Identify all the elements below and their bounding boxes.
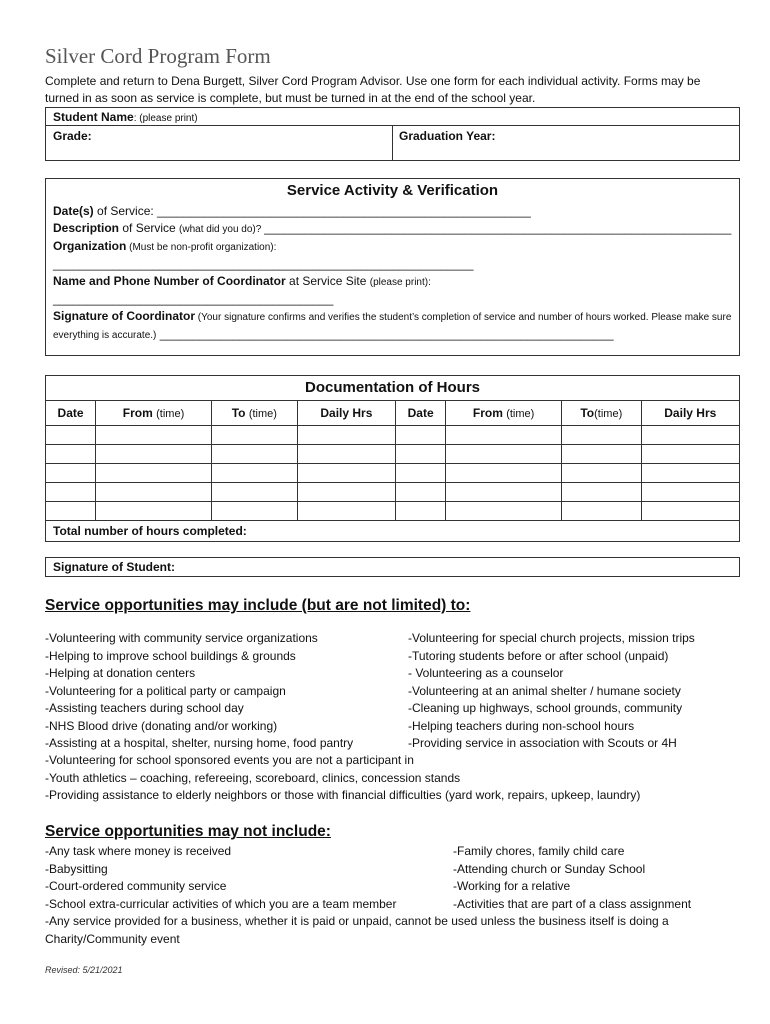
- may-include-heading: Service opportunities may include (but are not limited) to:: [45, 597, 471, 614]
- table-row[interactable]: [46, 483, 740, 502]
- organization-field[interactable]: Organization (Must be non-profit organization):: [53, 239, 277, 253]
- organization-label: Organization: [53, 239, 127, 253]
- list-item: - Volunteering as a counselor: [408, 666, 564, 680]
- may-not-include-left-list: [45, 843, 455, 913]
- service-activity-box: [45, 178, 740, 356]
- may-include-full-list: [45, 752, 745, 805]
- description-field[interactable]: Description of Service (what did you do)? ______________________________________________________________________: [53, 221, 732, 235]
- list-item: -Volunteering for special church projects, mission trips: [408, 631, 695, 645]
- may-not-include-right-list: [453, 843, 743, 913]
- list-item: -Providing service in association with Scouts or 4H: [408, 736, 677, 750]
- list-item: -Volunteering at an animal shelter / humane society: [408, 683, 681, 698]
- hours-table: [45, 400, 740, 542]
- list-item: -Volunteering with community service organizations: [45, 631, 318, 645]
- coordinator-signature-label: Signature of Coordinator: [53, 309, 195, 323]
- revised-date: Revised: 5/21/2021: [45, 965, 123, 975]
- form-instructions: Complete and return to Dena Burgett, Silver Cord Program Advisor. Use one form for each individual activity. Forms may be turned in as soon as service is complete, but must be turned in at the end of the school year.: [45, 74, 701, 105]
- divider: [392, 125, 393, 161]
- list-item: -NHS Blood drive (donating and/or working): [45, 718, 278, 733]
- student-name-field[interactable]: [53, 110, 198, 124]
- col-to: To (time): [211, 401, 297, 426]
- coordinator-field[interactable]: Name and Phone Number of Coordinator at Service Site (please print):: [53, 274, 431, 288]
- hours-title: Documentation of Hours: [305, 379, 480, 396]
- description-label: Description: [53, 221, 120, 235]
- list-item: -Cleaning up highways, school grounds, community: [408, 701, 683, 715]
- table-row[interactable]: [46, 464, 740, 483]
- list-item: -Tutoring students before or after school (unpaid): [408, 648, 669, 663]
- col-date-2: Date: [396, 401, 446, 426]
- col-daily-hrs-2: Daily Hrs: [641, 401, 739, 426]
- grade-field[interactable]: Grade:: [53, 129, 92, 143]
- list-item: -Working for a relative: [453, 879, 571, 893]
- col-from: From (time): [96, 401, 212, 426]
- coordinator-label: Name and Phone Number of Coordinator: [53, 274, 286, 288]
- may-not-include-full-item: -Any service provided for a business, whether it is paid or unpaid, cannot be used unless the business itself is doing a Charity/Community event: [45, 914, 669, 946]
- list-item: -Assisting teachers during school day: [45, 701, 244, 715]
- student-name-hint: : (please print): [133, 113, 198, 124]
- coordinator-signature-field[interactable]: Signature of Coordinator (Your signature confirms and verifies the student’s completion of service and number of hours worked. Please make sure everything is accurate.) ____________________________________________________________________: [53, 309, 732, 341]
- list-item: -Volunteering for a political party or campaign: [45, 683, 286, 698]
- table-row[interactable]: [46, 502, 740, 521]
- list-item: -Volunteering for school sponsored events you are not a participant in: [45, 753, 414, 767]
- list-item: -Providing assistance to elderly neighbors or those with financial difficulties (yard work, repairs, upkeep, laundry): [45, 788, 641, 802]
- total-hours-row[interactable]: [46, 521, 740, 542]
- may-not-include-heading: Service opportunities may not include:: [45, 823, 331, 840]
- list-item: -School extra-curricular activities of which you are a team member: [45, 896, 397, 911]
- service-activity-title: Service Activity & Verification: [286, 182, 499, 199]
- student-signature-field[interactable]: [45, 557, 740, 577]
- list-item: -Youth athletics – coaching, refereeing, scoreboard, clinics, concession stands: [45, 770, 461, 785]
- student-signature-label: Signature of Student:: [53, 560, 175, 574]
- col-to-2: To(time): [562, 401, 642, 426]
- may-include-left-list: [45, 630, 405, 753]
- table-row[interactable]: [46, 426, 740, 445]
- dates-label: Date(s): [53, 204, 94, 218]
- graduation-year-field[interactable]: Graduation Year:: [399, 129, 496, 143]
- list-item: -Any task where money is received: [45, 844, 232, 858]
- hours-header-row: [46, 401, 740, 426]
- organization-line[interactable]: _______________________________________________________________: [53, 257, 474, 271]
- form-title: Silver Cord Program Form: [45, 44, 271, 68]
- col-daily-hrs: Daily Hrs: [297, 401, 395, 426]
- list-item: -Court-ordered community service: [45, 879, 227, 893]
- student-info-box: [45, 107, 740, 161]
- list-item: -Activities that are part of a class assignment: [453, 896, 692, 911]
- table-row[interactable]: [46, 445, 740, 464]
- list-item: -Helping teachers during non-school hours: [408, 718, 635, 733]
- may-include-right-list: [408, 630, 738, 753]
- list-item: -Family chores, family child care: [453, 844, 625, 858]
- list-item: -Helping at donation centers: [45, 666, 196, 680]
- total-hours-label: Total number of hours completed:: [46, 521, 740, 542]
- coordinator-line[interactable]: __________________________________________: [53, 292, 334, 306]
- list-item: -Helping to improve school buildings & grounds: [45, 648, 296, 663]
- list-item: -Assisting at a hospital, shelter, nursing home, food pantry: [45, 736, 354, 750]
- hours-title-box: [45, 375, 740, 401]
- dates-of-service-field[interactable]: Date(s) of Service: ________________________________________________________: [53, 204, 531, 218]
- student-name-label: Student Name: [53, 110, 134, 124]
- list-item: -Babysitting: [45, 861, 108, 876]
- col-from-2: From (time): [446, 401, 562, 426]
- col-date: Date: [46, 401, 96, 426]
- list-item: -Attending church or Sunday School: [453, 861, 646, 876]
